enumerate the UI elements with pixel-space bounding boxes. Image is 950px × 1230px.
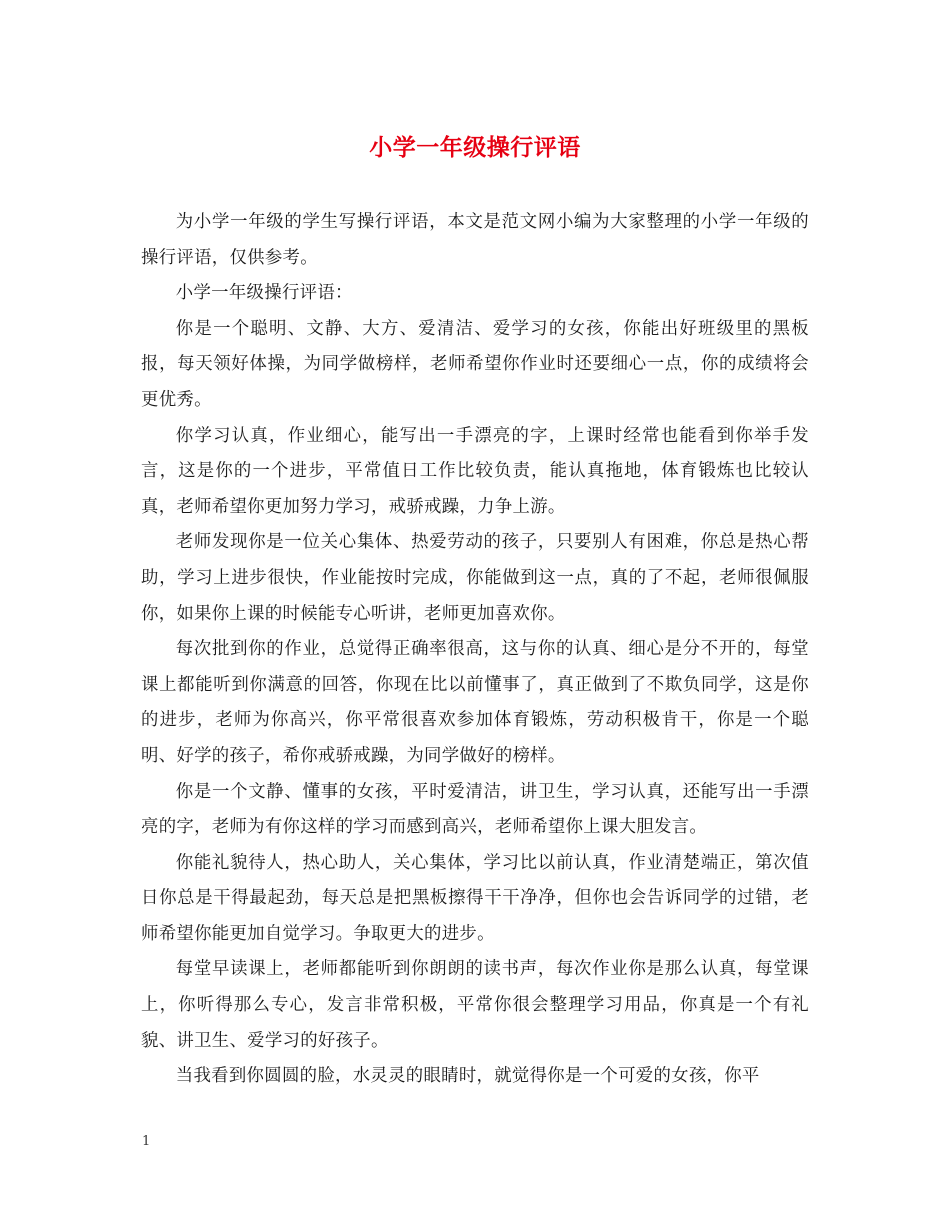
paragraph-comment-7: 每堂早读课上，老师都能听到你朗朗的读书声，每次作业你是那么认真，每堂课上，你听得那么专心，发言非常积极，平常你很会整理学习用品，你真是一个有礼貌、讲卫生、爱学习的好孩子。 [141,959,809,1051]
paragraph-comment-1: 你是一个聪明、文静、大方、爱清洁、爱学习的女孩，你能出好班级里的黑板报，每天领好体操，为同学做榜样，老师希望你作业时还要细心一点，你的成绩将会更优秀。 [141,318,809,410]
paragraph-comment-4: 每次批到你的作业，总觉得正确率很高，这与你的认真、细心是分不开的，每堂课上都能听到你满意的回答，你现在比以前懂事了，真正做到了不欺负同学，这是你的进步，老师为你高兴，你平常很喜欢参加体育锻炼，劳动积极肯干，你是一个聪明、好学的孩子，希你戒骄戒躁，为同学做好的榜样。 [141,639,809,766]
paragraph-heading: 小学一年级操行评语： [175,283,353,304]
paragraph-comment-3: 老师发现你是一位关心集体、热爱劳动的孩子，只要别人有困难，你总是热心帮助，学习上进步很快，作业能按时完成，你能做到这一点，真的了不起，老师很佩服你，如果你上课的时候能专心听讲，老师更加喜欢你。 [141,532,809,624]
document-title: 小学一年级操行评语 [369,134,581,161]
paragraph-comment-6: 你能礼貌待人，热心助人，关心集体，学习比以前认真，作业清楚端正，第次值日你总是干得最起劲，每天总是把黑板擦得干干净净，但你也会告诉同学的过错，老师希望你能更加自觉学习。争取更大的进步。 [141,852,809,944]
page-number: 1 [142,1134,151,1149]
paragraph-comment-8: 当我看到你圆圆的脸，水灵灵的眼睛时，就觉得你是一个可爱的女孩，你平 [175,1066,760,1087]
document-body [141,205,809,1095]
paragraph-comment-2: 你学习认真，作业细心，能写出一手漂亮的字，上课时经常也能看到你举手发言，这是你的一个进步，平常值日工作比较负责，能认真拖地，体育锻炼也比较认真，老师希望你更加努力学习，戒骄戒躁，力争上游。 [141,425,809,517]
paragraph-comment-5: 你是一个文静、懂事的女孩，平时爱清洁，讲卫生，学习认真，还能写出一手漂亮的字，老师为有你这样的学习而感到高兴，老师希望你上课大胆发言。 [141,781,809,838]
paragraph-intro: 为小学一年级的学生写操行评语，本文是范文网小编为大家整理的小学一年级的操行评语，仅供参考。 [141,212,809,268]
